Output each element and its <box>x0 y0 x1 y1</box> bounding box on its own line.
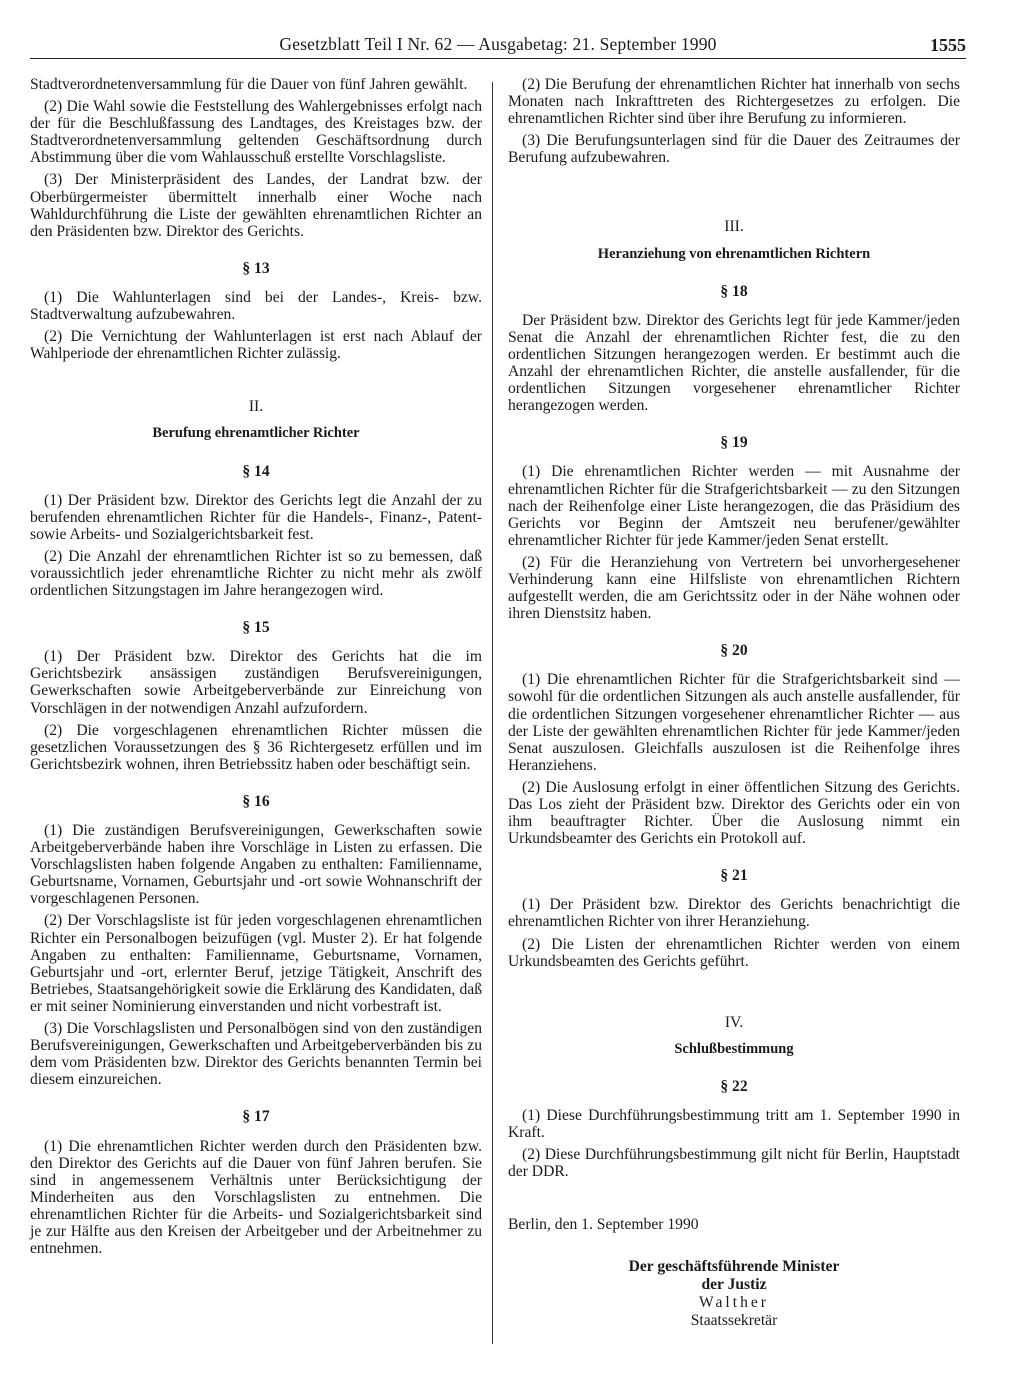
section-heading: § 15 <box>242 619 270 637</box>
paragraph: (3) Der Ministerpräsident des Landes, der Landrat bzw. der Oberbürgermeister übermittelt innerhalb einer Woche nach Wahldurchführung die Liste der gewählten ehrenamtlichen Richter an den Präsidenten bzw. Direktor des Gerichts. <box>30 171 482 240</box>
paragraph: (1) Die ehrenamtlichen Richter werden — mit Ausnahme der ehrenamtlichen Richter für die Strafgerichtsbarkeit — zu den Sitzungen nach der Reihenfolge einer Liste herangezogen, die das Präsidium des Gerichts vor Beginn der Amtszeit neu berufener/gewählter ehrenamtlicher Richter für jede Kammer/jeden Senat erstellt. <box>508 463 960 549</box>
page-header <box>30 34 966 59</box>
paragraph: (2) Die vorgeschlagenen ehrenamtlichen Richter müssen die gesetzlichen Voraussetzungen des § 36 Richtergesetz erfüllen und im Gerichtsbezirk wohnen, ihren Betriebssitz haben oder beschäftigt sein. <box>30 721 482 773</box>
paragraph: (2) Die Listen der ehrenamtlichen Richter werden von einem Urkundsbeamten des Gerichts geführt. <box>508 935 960 970</box>
right-column <box>508 76 960 1330</box>
section-heading: § 18 <box>720 282 748 300</box>
paragraph: (1) Die Wahlunterlagen sind bei der Landes-, Kreis- bzw. Stadtverwaltung aufzubewahren. <box>30 288 482 324</box>
paragraph: (1) Diese Durchführungsbestimmung tritt am 1. September 1990 in Kraft. <box>508 1107 960 1142</box>
paragraph: (3) Die Berufungsunterlagen sind für die Dauer des Zeitraumes der Berufung aufzubewahren. <box>508 132 960 167</box>
left-column <box>30 76 482 1262</box>
section-heading: § 17 <box>242 1108 270 1126</box>
section-heading: § 22 <box>720 1077 748 1095</box>
paragraph: (1) Die ehrenamtlichen Richter werden durch den Präsidenten bzw. den Direktor des Gerichts auf die Dauer von fünf Jahren berufen. Sie sind in angemessenem Verhältnis unter Berücksichtigung der Minderheiten aus den Vorschlagslisten zu entnehmen. Die ehrenamtlichen Richter für die Arbeits- und Sozialgerichtsbarkeit sind je zur Hälfte aus den Kreisen der Arbeitgeber und der Arbeitnehmer zu entnehmen. <box>30 1137 482 1258</box>
signatory-title: Der geschäftsführende Minister <box>628 1257 840 1275</box>
paragraph: (2) Diese Durchführungsbestimmung gilt nicht für Berlin, Hauptstadt der DDR. <box>508 1146 960 1181</box>
paragraph: (3) Die Vorschlagslisten und Personalbögen sind von den zuständigen Berufsvereinigungen, Gewerkschaften und Arbeitgeberverbänden bis zu dem vom Präsidenten bzw. Direktor des Gerichts benannten Termin bei diesem einzureichen. <box>30 1020 482 1089</box>
paragraph: (2) Die Auslosung erfolgt in einer öffentlichen Sitzung des Gerichts. Das Los zieht der Präsident bzw. Direktor des Gerichts oder ein von ihm beauftragter Richter. Über die Auslosung nimmt ein Urkundsbeamter des Gerichts ein Protokoll auf. <box>508 778 960 848</box>
paragraph: (2) Die Berufung der ehrenamtlichen Richter hat innerhalb von sechs Monaten nach Inkrafttreten des Richtergesetzes zu erfolgen. Die ehrenamtlichen Richter sind über ihre Berufung zu informieren. <box>508 76 960 128</box>
signatory-name: Walther <box>699 1293 769 1311</box>
paragraph: (2) Für die Heranziehung von Vertretern bei unvorhergesehener Verhinderung kann eine Hilfsliste von ehrenamtlichen Richtern aufgestellt werden, die am Gerichtssitz oder in der Nähe wohnen oder ihren Dienstsitz haben. <box>508 553 960 623</box>
signatory-role: Staatssekretär <box>690 1311 778 1329</box>
header-title: Gesetzblatt Teil I Nr. 62 — Ausgabetag: 21. September 1990 <box>279 34 717 54</box>
place-date: Berlin, den 1. September 1990 <box>508 1216 699 1234</box>
paragraph: (2) Die Vernichtung der Wahlunterlagen ist erst nach Ablauf der Wahlperiode der ehrenamtlichen Richter zulässig. <box>30 328 482 363</box>
part-number: III. <box>724 218 744 236</box>
signatory-title: der Justiz <box>701 1275 767 1293</box>
paragraph: (1) Die zuständigen Berufsvereinigungen, Gewerkschaften sowie Arbeitgeberverbände haben ihre Vorschläge in Listen zu erfassen. Die Vorschlagslisten haben folgende Angaben zu enthalten: Familienname, Geburtsname, Vornamen, Geburtsjahr und -ort sowie Wohnanschrift der vorgeschlagenen Personen. <box>30 822 482 908</box>
paragraph: (2) Die Wahl sowie die Feststellung des Wahlergebnisses erfolgt nach der für die Beschlußfassung des Landtages, des Kreistages bzw. der Stadtverordnetenversammlung geltenden Geschäftsordnung durch Abstimmung über die vom Wahlausschuß erstellte Vorschlagsliste. <box>30 98 482 167</box>
column-divider <box>492 82 493 1344</box>
paragraph: (1) Der Präsident bzw. Direktor des Gerichts hat die im Gerichtsbezirk ansässigen zuständigen Berufsvereinigungen, Gewerkschaften sowie Arbeitgeberverbände zur Einreichung von Vorschlägen in der notwendigen Anzahl aufzufordern. <box>30 648 482 717</box>
section-heading: § 13 <box>242 259 270 277</box>
paragraph: (2) Der Vorschlagsliste ist für jeden vorgeschlagenen ehrenamtlichen Richter ein Personalbogen beizufügen (vgl. Muster 2). Er hat folgende Angaben zu enthalten: Familienname, Geburtsname, Vornamen, Geburtsjahr und -ort, erlernter Beruf, jetzige Tätigkeit, Anschrift des Betriebes, Staatsangehörigkeit sowie die Erklärung des Kandidaten, daß er mit seiner Nominierung einverstanden und nicht vorbestraft ist. <box>30 912 482 1015</box>
section-heading: § 20 <box>720 642 748 660</box>
part-title: Heranziehung von ehrenamtlichen Richtern <box>597 245 871 262</box>
section-heading: § 16 <box>242 792 270 810</box>
section-heading: § 19 <box>720 434 748 452</box>
part-title: Schlußbestimmung <box>674 1040 794 1057</box>
page-number: 1555 <box>930 35 966 55</box>
section-heading: § 21 <box>720 867 748 885</box>
paragraph: (2) Die Anzahl der ehrenamtlichen Richter ist so zu bemessen, daß voraussichtlich jeder ehrenamtliche Richter zu nicht mehr als zwölf ordentlichen Sitzungstagen im Jahre herangezogen wird. <box>30 547 482 600</box>
paragraph: (1) Der Präsident bzw. Direktor des Gerichts benachrichtigt die ehrenamtlichen Richter von ihrer Heranziehung. <box>508 896 960 931</box>
paragraph: (1) Die ehrenamtlichen Richter für die Strafgerichtsbarkeit sind — sowohl für die ordentlichen Sitzungen als auch anstelle ausfallender, für die ordentlichen Sitzungen vorgesehener ehrenamtlicher Richter — aus der Liste der gewählten ehrenamtlichen Richter für jede Kammer/jeden Senat auszulosen. Gleichfalls auszulosen ist die Reihenfolge ihres Heranziehens. <box>508 671 960 774</box>
part-title: Berufung ehrenamtlicher Richter <box>152 425 360 442</box>
part-number: IV. <box>724 1013 744 1031</box>
part-number: II. <box>248 398 264 416</box>
paragraph: (1) Der Präsident bzw. Direktor des Gerichts legt die Anzahl der zu berufenden ehrenamtlichen Richter für die Handels-, Finanz-, Patent- sowie Arbeits- und Sozialgerichtsbarkeit fest. <box>30 491 482 543</box>
signature-block <box>508 1258 960 1330</box>
section-heading: § 14 <box>242 462 270 480</box>
paragraph: Der Präsident bzw. Direktor des Gerichts legt für jede Kammer/jeden Senat die Anzahl der ehrenamtlichen Richter fest, die zu den ordentlichen Sitzungen herangezogen werden. Er bestimmt auch die Anzahl der ehrenamtlichen Richter, die anstelle ausfallender, für die ordentlichen Sitzungen vorgesehener ehrenamtlicher Richter herangezogen werden. <box>508 311 960 415</box>
paragraph: Stadtverordnetenversammlung für die Dauer von fünf Jahren gewählt. <box>30 76 468 93</box>
